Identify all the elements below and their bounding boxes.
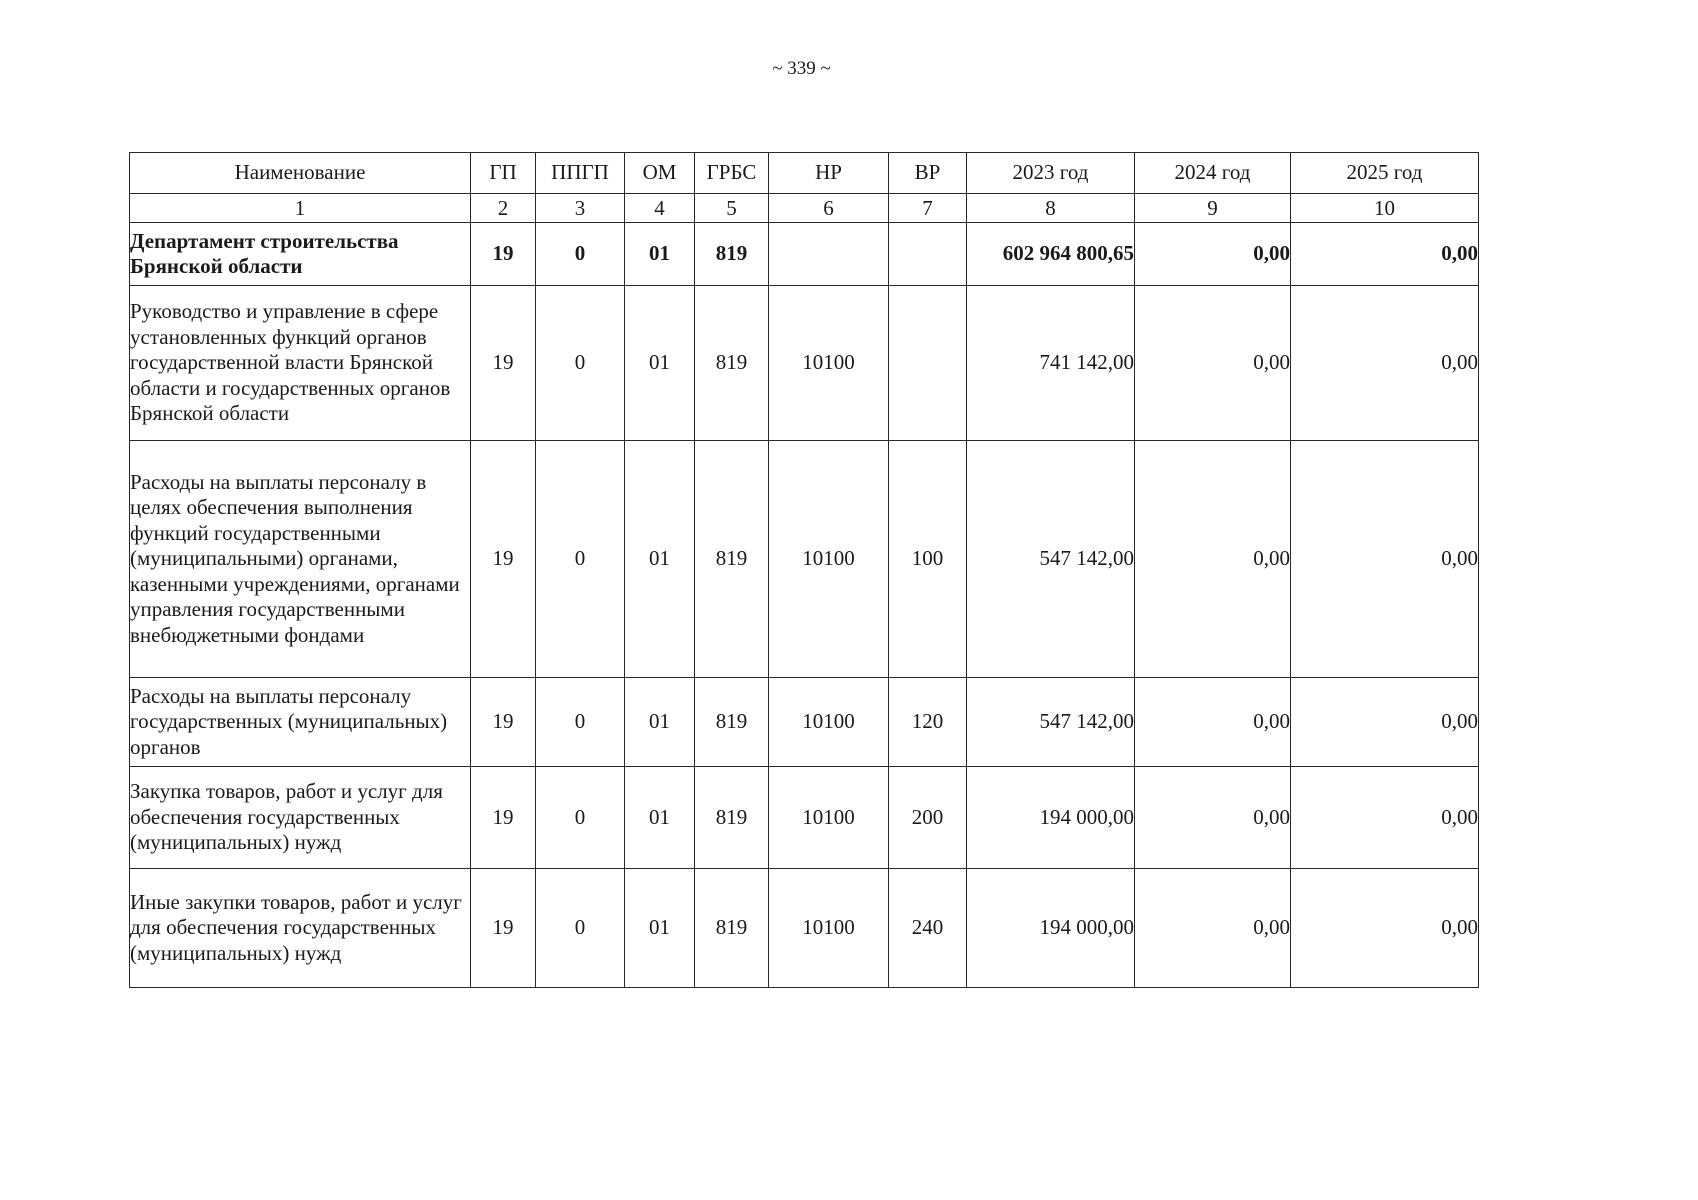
column-number: 6: [769, 194, 889, 223]
row-name: Иные закупки товаров, работ и услуг для обеспечения государственных (муниципальных) нужд: [130, 869, 471, 988]
header-2024: 2024 год: [1135, 153, 1291, 194]
cell-om: 01: [625, 869, 695, 988]
cell-2025: 0,00: [1291, 678, 1479, 767]
row-name: Департамент строительства Брянской области: [130, 223, 471, 286]
table-header-row: [130, 153, 1479, 194]
cell-vr: [889, 286, 967, 441]
cell-2025: 0,00: [1291, 767, 1479, 869]
column-number: 9: [1135, 194, 1291, 223]
cell-vr: 100: [889, 441, 967, 678]
cell-om: 01: [625, 678, 695, 767]
cell-om: 01: [625, 441, 695, 678]
header-name: Наименование: [130, 153, 471, 194]
cell-nr: [769, 223, 889, 286]
cell-ppgp: 0: [536, 286, 625, 441]
header-grbs: ГРБС: [695, 153, 769, 194]
cell-2023: 602 964 800,65: [967, 223, 1135, 286]
cell-ppgp: 0: [536, 678, 625, 767]
row-name: Расходы на выплаты персоналу в целях обеспечения выполнения функций государственными (муниципальными) органами, казенными учреждениями, органами управления государственными внебюджетными фондами: [130, 441, 471, 678]
cell-nr: 10100: [769, 441, 889, 678]
cell-om: 01: [625, 223, 695, 286]
cell-2024: 0,00: [1135, 286, 1291, 441]
page-number: ~ 339 ~: [772, 58, 831, 79]
cell-gp: 19: [471, 223, 536, 286]
cell-nr: 10100: [769, 286, 889, 441]
table-row: [130, 869, 1479, 988]
table-row: [130, 678, 1479, 767]
header-2023: 2023 год: [967, 153, 1135, 194]
cell-om: 01: [625, 767, 695, 869]
cell-grbs: 819: [695, 286, 769, 441]
cell-2023: 547 142,00: [967, 678, 1135, 767]
cell-2025: 0,00: [1291, 869, 1479, 988]
cell-nr: 10100: [769, 767, 889, 869]
cell-grbs: 819: [695, 441, 769, 678]
column-number: 8: [967, 194, 1135, 223]
cell-gp: 19: [471, 869, 536, 988]
cell-om: 01: [625, 286, 695, 441]
header-gp: ГП: [471, 153, 536, 194]
column-number-row: [130, 194, 1479, 223]
column-number: 10: [1291, 194, 1479, 223]
column-number: 2: [471, 194, 536, 223]
cell-2024: 0,00: [1135, 678, 1291, 767]
table-row: [130, 223, 1479, 286]
header-nr: НР: [769, 153, 889, 194]
cell-vr: 120: [889, 678, 967, 767]
cell-2023: 194 000,00: [967, 869, 1135, 988]
cell-ppgp: 0: [536, 441, 625, 678]
cell-vr: 200: [889, 767, 967, 869]
cell-2023: 194 000,00: [967, 767, 1135, 869]
cell-vr: 240: [889, 869, 967, 988]
cell-grbs: 819: [695, 678, 769, 767]
cell-grbs: 819: [695, 223, 769, 286]
cell-ppgp: 0: [536, 869, 625, 988]
cell-ppgp: 0: [536, 223, 625, 286]
cell-gp: 19: [471, 441, 536, 678]
cell-2024: 0,00: [1135, 869, 1291, 988]
cell-gp: 19: [471, 678, 536, 767]
header-ppgp: ППГП: [536, 153, 625, 194]
header-vr: ВР: [889, 153, 967, 194]
column-number: 1: [130, 194, 471, 223]
column-number: 5: [695, 194, 769, 223]
row-name: Расходы на выплаты персоналу государственных (муниципальных) органов: [130, 678, 471, 767]
cell-2025: 0,00: [1291, 223, 1479, 286]
table-row: [130, 441, 1479, 678]
cell-gp: 19: [471, 767, 536, 869]
column-number: 7: [889, 194, 967, 223]
cell-2023: 547 142,00: [967, 441, 1135, 678]
cell-grbs: 819: [695, 869, 769, 988]
cell-2024: 0,00: [1135, 767, 1291, 869]
cell-2024: 0,00: [1135, 223, 1291, 286]
cell-nr: 10100: [769, 869, 889, 988]
table-row: [130, 767, 1479, 869]
budget-table: [129, 152, 1479, 988]
cell-grbs: 819: [695, 767, 769, 869]
cell-2023: 741 142,00: [967, 286, 1135, 441]
cell-nr: 10100: [769, 678, 889, 767]
cell-vr: [889, 223, 967, 286]
column-number: 4: [625, 194, 695, 223]
cell-2024: 0,00: [1135, 441, 1291, 678]
cell-gp: 19: [471, 286, 536, 441]
column-number: 3: [536, 194, 625, 223]
row-name: Закупка товаров, работ и услуг для обеспечения государственных (муниципальных) нужд: [130, 767, 471, 869]
table-row: [130, 286, 1479, 441]
cell-2025: 0,00: [1291, 441, 1479, 678]
cell-ppgp: 0: [536, 767, 625, 869]
header-om: ОМ: [625, 153, 695, 194]
cell-2025: 0,00: [1291, 286, 1479, 441]
row-name: Руководство и управление в сфере установленных функций органов государственной власти Брянской области и государственных органов Брянской области: [130, 286, 471, 441]
header-2025: 2025 год: [1291, 153, 1479, 194]
